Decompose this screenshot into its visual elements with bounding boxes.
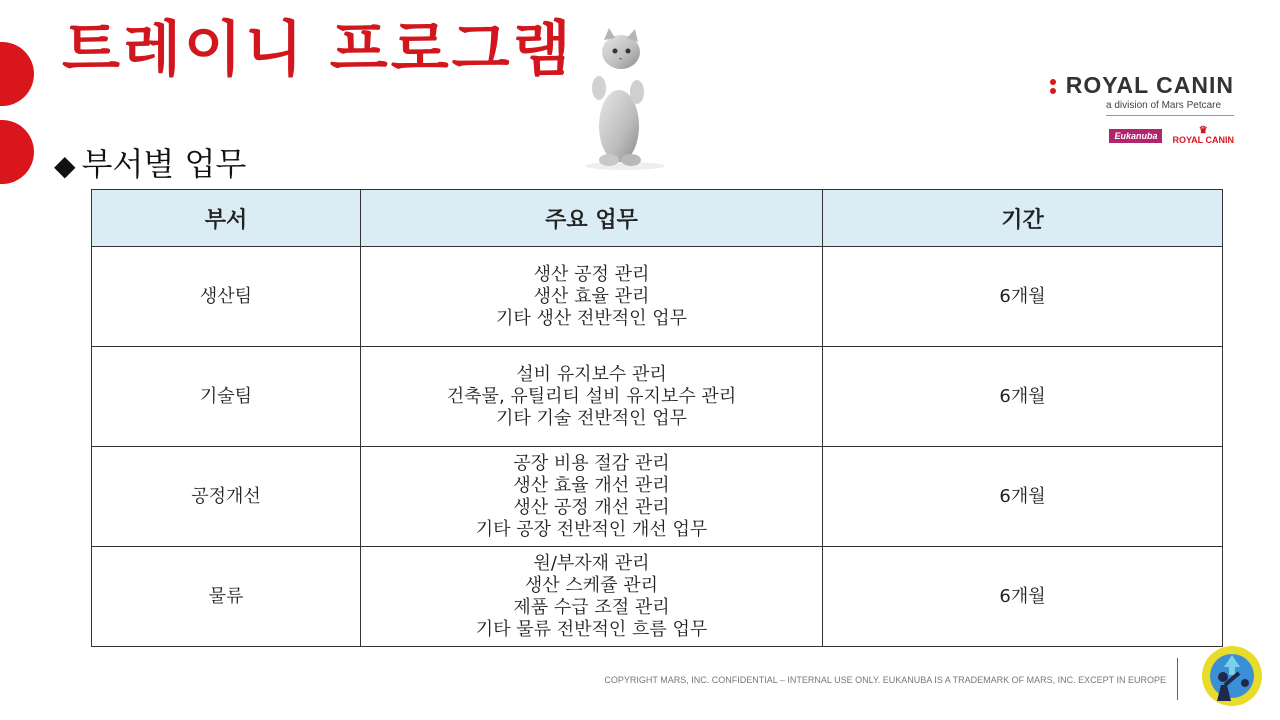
period-cell: 6개월 xyxy=(823,447,1223,547)
royal-canin-small-logo: ♛ ROYAL CANIN xyxy=(1172,125,1234,146)
table-row xyxy=(92,447,1223,547)
task-item: 생산 스케쥴 관리 xyxy=(524,574,659,596)
eukanuba-logo: Eukanuba xyxy=(1109,129,1162,143)
department-cell: 기술팀 xyxy=(92,347,361,447)
table-header-row xyxy=(92,190,1223,247)
table-row xyxy=(92,547,1223,647)
footer-divider xyxy=(1177,658,1178,700)
period-cell: 6개월 xyxy=(823,347,1223,447)
department-cell: 생산팀 xyxy=(92,247,361,347)
column-header-department: 부서 xyxy=(92,190,361,247)
task-item: 기타 물류 전반적인 흐름 업무 xyxy=(475,618,708,640)
column-header-main-tasks: 주요 업무 xyxy=(361,190,823,247)
task-item: 건축물, 유틸리티 설비 유지보수 관리 xyxy=(446,385,737,407)
tasks-cell xyxy=(361,547,823,647)
task-item: 기타 기술 전반적인 업무 xyxy=(495,407,688,429)
table-row xyxy=(92,247,1223,347)
task-item: 기타 생산 전반적인 업무 xyxy=(495,307,688,329)
department-tasks-table xyxy=(91,189,1223,647)
task-item: 원/부자재 관리 xyxy=(533,552,650,574)
task-item: 공장 비용 절감 관리 xyxy=(513,452,670,474)
task-item: 설비 유지보수 관리 xyxy=(516,363,667,385)
task-item: 제품 수급 조절 관리 xyxy=(513,596,670,618)
column-header-period: 기간 xyxy=(823,190,1223,247)
program-emblem-logo xyxy=(1201,645,1263,707)
task-item: 생산 공정 관리 xyxy=(533,263,650,285)
cat-photo xyxy=(575,26,665,172)
department-cell: 물류 xyxy=(92,547,361,647)
diamond-bullet-icon: ◆ xyxy=(54,149,76,182)
period-cell: 6개월 xyxy=(823,247,1223,347)
task-item: 생산 효율 개선 관리 xyxy=(513,474,670,496)
department-cell: 공정개선 xyxy=(92,447,361,547)
tasks-cell xyxy=(361,247,823,347)
copyright-notice: COPYRIGHT MARS, INC. CONFIDENTIAL – INTERNAL USE ONLY. EUKANUBA IS A TRADEMARK OF MARS, INC. EXCEPT IN EUROPE xyxy=(604,675,1166,685)
task-item: 생산 효율 관리 xyxy=(533,285,650,307)
task-item: 기타 공장 전반적인 개선 업무 xyxy=(475,518,708,540)
table-row xyxy=(92,347,1223,447)
red-circle-decoration xyxy=(0,42,34,106)
sub-brand-logos xyxy=(1034,126,1234,145)
task-item: 생산 공정 개선 관리 xyxy=(513,496,670,518)
logo-dots-icon xyxy=(1050,76,1058,97)
page-title: 트레이니 프로그램 xyxy=(62,15,574,85)
section-heading xyxy=(54,145,246,183)
royal-canin-logo xyxy=(1034,74,1234,145)
red-circle-decoration xyxy=(0,120,34,184)
section-heading-text: 부서별 업무 xyxy=(81,145,247,183)
crown-icon: ♛ xyxy=(1198,125,1208,137)
tasks-cell xyxy=(361,347,823,447)
logo-wordmark: ROYAL CANIN xyxy=(1034,74,1234,97)
logo-tagline: a division of Mars Petcare xyxy=(1106,100,1234,116)
tasks-cell xyxy=(361,447,823,547)
period-cell: 6개월 xyxy=(823,547,1223,647)
